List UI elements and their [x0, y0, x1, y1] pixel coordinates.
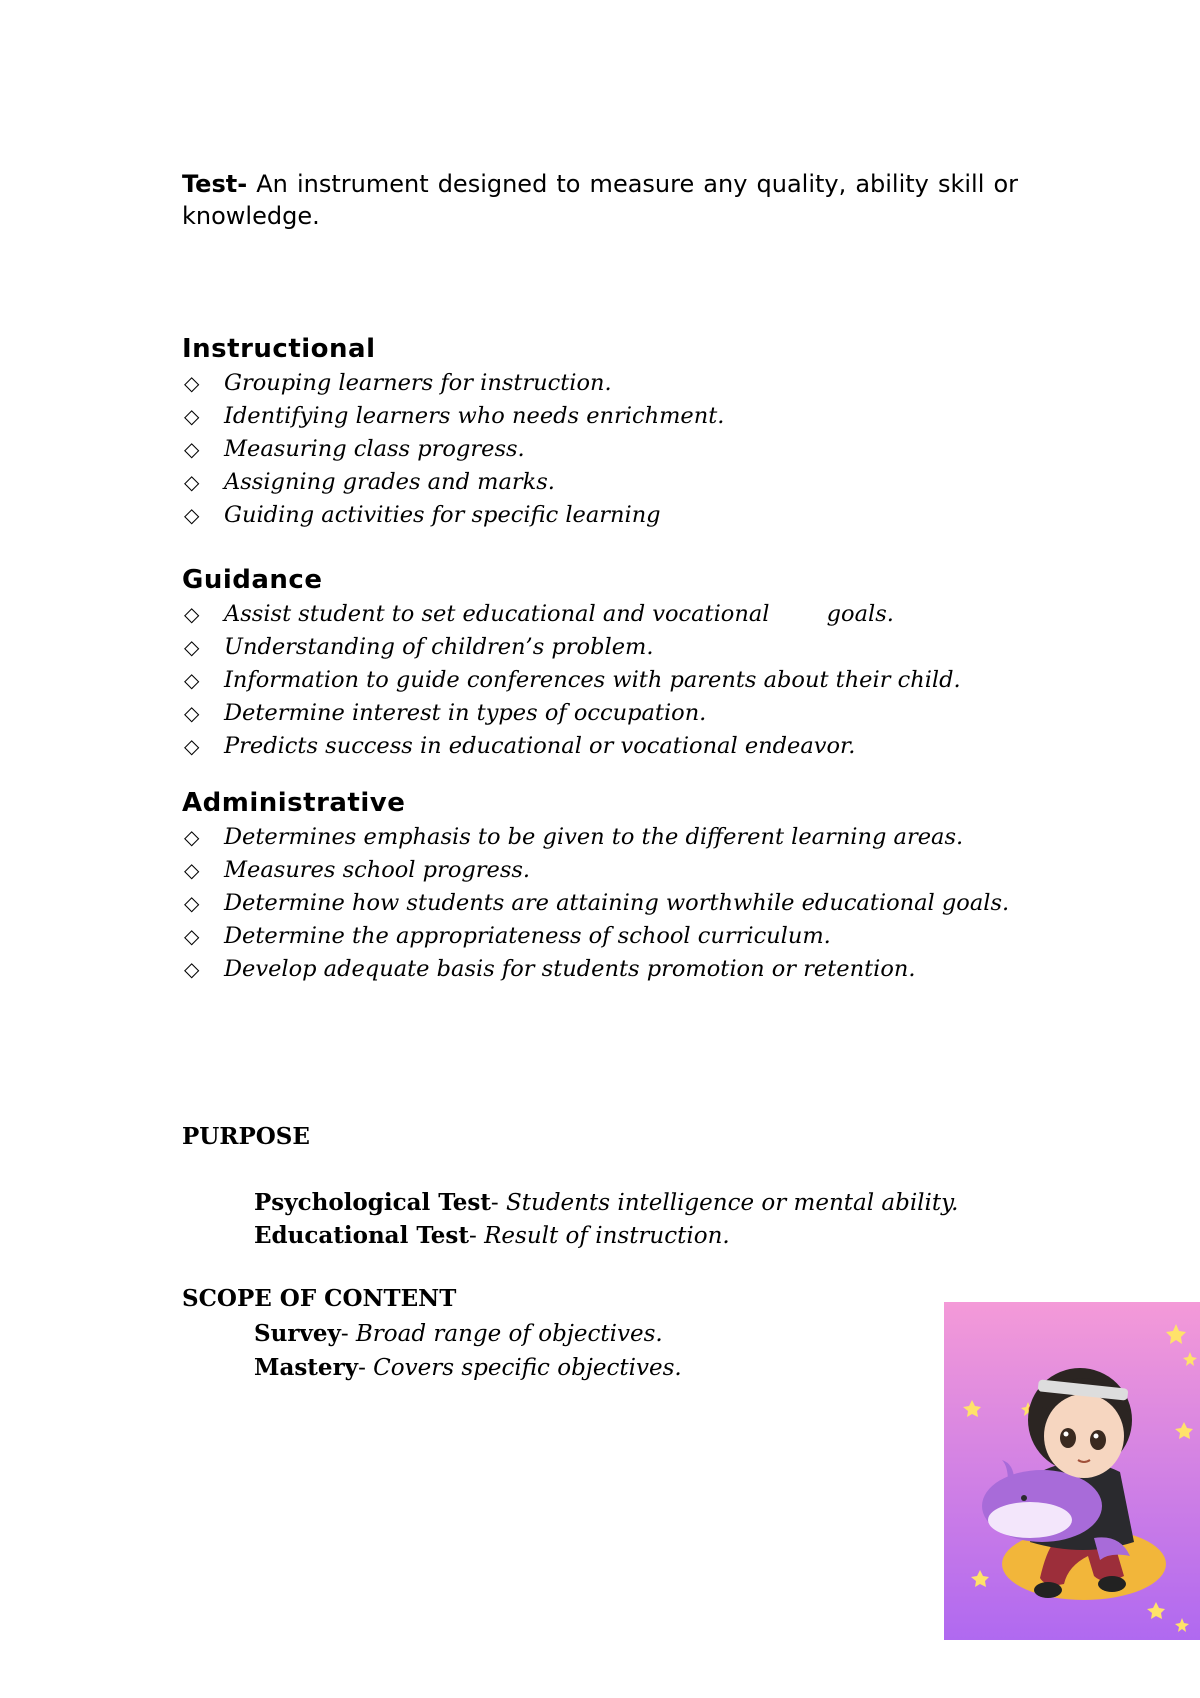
diamond-bullet-icon: ◇: [184, 404, 200, 428]
list-item: ◇ Assist student to set educational and vocational goals.: [182, 598, 1022, 631]
face-shape: [1044, 1394, 1124, 1478]
diamond-bullet-icon: ◇: [184, 924, 200, 948]
administrative-list: [182, 821, 1022, 986]
list-item: ◇ Measuring class progress.: [182, 433, 1022, 466]
section-heading-instructional: Instructional: [182, 334, 376, 364]
list-item: ◇ Assigning grades and marks.: [182, 466, 1022, 499]
diamond-bullet-icon: ◇: [184, 602, 200, 626]
list-item: ◇ Develop adequate basis for students promotion or retention.: [182, 953, 1022, 986]
list-item: ◇ Determine the appropriateness of school curriculum.: [182, 920, 1022, 953]
purpose-entry: Psychological Test- Students intelligence or mental ability.: [254, 1189, 959, 1216]
diamond-bullet-icon: ◇: [184, 858, 200, 882]
diamond-bullet-icon: ◇: [184, 891, 200, 915]
instructional-list: [182, 367, 1022, 532]
list-item: ◇ Understanding of children’s problem.: [182, 631, 1022, 664]
diamond-bullet-icon: ◇: [184, 957, 200, 981]
scope-entry: Mastery- Covers specific objectives.: [254, 1354, 682, 1381]
diamond-bullet-icon: ◇: [184, 437, 200, 461]
list-item: ◇ Determine how students are attaining worthwhile educational goals.: [182, 887, 1022, 920]
list-item: ◇ Grouping learners for instruction.: [182, 367, 1022, 400]
diamond-bullet-icon: ◇: [184, 503, 200, 527]
section-heading-administrative: Administrative: [182, 788, 406, 818]
list-item: ◇ Determines emphasis to be given to the different learning areas.: [182, 821, 1022, 854]
diamond-bullet-icon: ◇: [184, 635, 200, 659]
diamond-bullet-icon: ◇: [184, 371, 200, 395]
list-item: ◇ Measures school progress.: [182, 854, 1022, 887]
diamond-bullet-icon: ◇: [184, 668, 200, 692]
list-item: ◇ Determine interest in types of occupation.: [182, 697, 1022, 730]
list-item: ◇ Guiding activities for specific learning: [182, 499, 1022, 532]
section-heading-guidance: Guidance: [182, 565, 323, 595]
diamond-bullet-icon: ◇: [184, 825, 200, 849]
purpose-entry: Educational Test- Result of instruction.: [254, 1222, 730, 1249]
diamond-bullet-icon: ◇: [184, 734, 200, 758]
scope-heading: SCOPE OF CONTENT: [182, 1285, 457, 1312]
definition-term: Test-: [182, 170, 248, 198]
list-item: ◇ Predicts success in educational or vocational endeavor.: [182, 730, 1022, 763]
list-item: ◇ Information to guide conferences with parents about their child.: [182, 664, 1022, 697]
list-item: ◇ Identifying learners who needs enrichment.: [182, 400, 1022, 433]
definition-text: An instrument designed to measure any quality, ability skill or knowledge.: [182, 170, 1018, 230]
definition-paragraph: [182, 168, 1018, 232]
diamond-bullet-icon: ◇: [184, 470, 200, 494]
scope-entry: Survey- Broad range of objectives.: [254, 1320, 663, 1347]
diamond-bullet-icon: ◇: [184, 701, 200, 725]
chibi-character-illustration: [944, 1302, 1200, 1640]
purpose-heading: PURPOSE: [182, 1123, 310, 1150]
guidance-list: [182, 598, 1022, 763]
